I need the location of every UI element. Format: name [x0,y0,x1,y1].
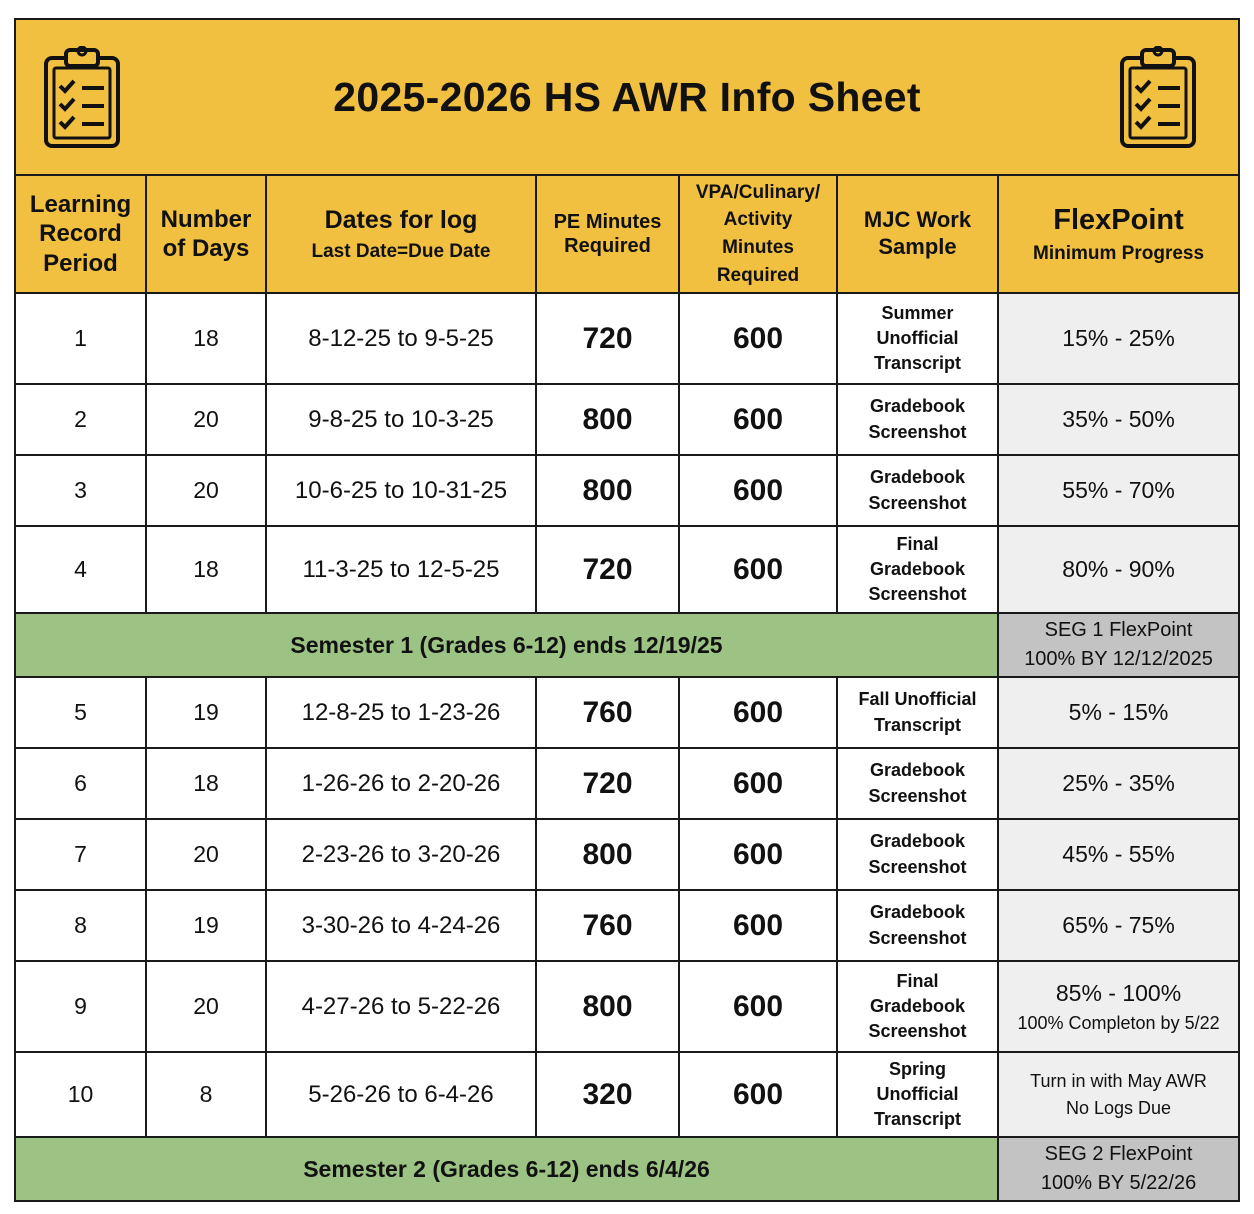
table-row [15,293,1239,384]
period-cell: 10 [15,1052,146,1137]
mjc-work-sample-cell: Gradebook Screenshot [837,890,998,961]
mjc-work-sample-cell: Gradebook Screenshot [837,819,998,890]
period-cell: 5 [15,677,146,748]
flexpoint-progress-cell: 55% - 70% [998,455,1239,526]
clipboard-checklist-icon [1118,46,1198,150]
page-title: 2025-2026 HS AWR Info Sheet [333,73,921,120]
mjc-work-sample-cell: Gradebook Screenshot [837,748,998,819]
pe-minutes-cell: 760 [536,677,679,748]
flexpoint-progress-cell: 15% - 25% [998,293,1239,384]
mjc-work-sample-cell: Final Gradebook Screenshot [837,526,998,613]
vpa-minutes-cell: 600 [679,1052,837,1137]
dates-cell: 9-8-25 to 10-3-25 [266,384,536,455]
header-mjc-work-sample: MJC Work Sample [837,175,998,293]
table-row [15,890,1239,961]
flexpoint-progress-cell: 65% - 75% [998,890,1239,961]
table-row [15,526,1239,613]
header-pe-minutes: PE Minutes Required [536,175,679,293]
semester-1-rows [15,293,1239,613]
pe-minutes-cell: 760 [536,890,679,961]
flexpoint-progress-cell: 45% - 55% [998,819,1239,890]
title-banner [15,19,1239,175]
pe-minutes-cell: 800 [536,961,679,1052]
pe-minutes-cell: 720 [536,748,679,819]
period-cell: 7 [15,819,146,890]
table-row [15,819,1239,890]
header-number-of-days: Number of Days [146,175,266,293]
table-row [15,961,1239,1052]
period-cell: 4 [15,526,146,613]
pe-minutes-cell: 800 [536,384,679,455]
days-cell: 18 [146,748,266,819]
mjc-work-sample-cell: Gradebook Screenshot [837,384,998,455]
mjc-work-sample-cell: Fall Unofficial Transcript [837,677,998,748]
dates-cell: 8-12-25 to 9-5-25 [266,293,536,384]
semester-1-banner: Semester 1 (Grades 6-12) ends 12/19/25 [15,613,998,677]
clipboard-checklist-icon [42,46,122,150]
seg-1-flexpoint: SEG 1 FlexPoint 100% BY 12/12/2025 [998,613,1239,677]
vpa-minutes-cell: 600 [679,455,837,526]
mjc-work-sample-cell: Gradebook Screenshot [837,455,998,526]
dates-cell: 4-27-26 to 5-22-26 [266,961,536,1052]
table-row [15,455,1239,526]
period-cell: 3 [15,455,146,526]
header-dates-for-log: Dates for log Last Date=Due Date [266,175,536,293]
dates-cell: 10-6-25 to 10-31-25 [266,455,536,526]
dates-cell: 5-26-26 to 6-4-26 [266,1052,536,1137]
pe-minutes-cell: 800 [536,455,679,526]
dates-cell: 12-8-25 to 1-23-26 [266,677,536,748]
period-cell: 8 [15,890,146,961]
dates-cell: 2-23-26 to 3-20-26 [266,819,536,890]
semester-2-rows [15,677,1239,1137]
table-row [15,1052,1239,1137]
seg-2-flexpoint: SEG 2 FlexPoint 100% BY 5/22/26 [998,1137,1239,1201]
vpa-minutes-cell: 600 [679,384,837,455]
period-cell: 9 [15,961,146,1052]
table-row [15,677,1239,748]
days-cell: 18 [146,293,266,384]
mjc-work-sample-cell: Spring Unofficial Transcript [837,1052,998,1137]
pe-minutes-cell: 720 [536,526,679,613]
dates-cell: 3-30-26 to 4-24-26 [266,890,536,961]
pe-minutes-cell: 800 [536,819,679,890]
vpa-minutes-cell: 600 [679,677,837,748]
vpa-minutes-cell: 600 [679,748,837,819]
dates-cell: 1-26-26 to 2-20-26 [266,748,536,819]
pe-minutes-cell: 720 [536,293,679,384]
awr-info-table [14,18,1240,1202]
flexpoint-note: 100% Completon by 5/22 [1017,1012,1220,1033]
vpa-minutes-cell: 600 [679,890,837,961]
days-cell: 8 [146,1052,266,1137]
mjc-work-sample-cell: Summer Unofficial Transcript [837,293,998,384]
dates-cell: 11-3-25 to 12-5-25 [266,526,536,613]
period-cell: 6 [15,748,146,819]
flexpoint-progress-cell: Turn in with May AWR No Logs Due [998,1052,1239,1137]
vpa-minutes-cell: 600 [679,819,837,890]
header-flexpoint: FlexPoint Minimum Progress [998,175,1239,293]
flexpoint-progress-cell: 5% - 15% [998,677,1239,748]
pe-minutes-cell: 320 [536,1052,679,1137]
vpa-minutes-cell: 600 [679,293,837,384]
header-vpa-minutes: VPA/Culinary/ Activity Minutes Required [679,175,837,293]
period-cell: 2 [15,384,146,455]
days-cell: 20 [146,961,266,1052]
days-cell: 20 [146,819,266,890]
days-cell: 18 [146,526,266,613]
flexpoint-progress-cell: 25% - 35% [998,748,1239,819]
vpa-minutes-cell: 600 [679,961,837,1052]
table-row [15,748,1239,819]
days-cell: 20 [146,384,266,455]
days-cell: 19 [146,677,266,748]
flexpoint-progress-cell: 35% - 50% [998,384,1239,455]
days-cell: 20 [146,455,266,526]
table-row [15,384,1239,455]
period-cell: 1 [15,293,146,384]
flexpoint-progress-cell: 80% - 90% [998,526,1239,613]
semester-2-banner: Semester 2 (Grades 6-12) ends 6/4/26 [15,1137,998,1201]
header-learning-record-period: Learning Record Period [15,175,146,293]
mjc-work-sample-cell: Final Gradebook Screenshot [837,961,998,1052]
vpa-minutes-cell: 600 [679,526,837,613]
flexpoint-progress-cell: 85% - 100% 100% Completon by 5/22 [998,961,1239,1052]
days-cell: 19 [146,890,266,961]
